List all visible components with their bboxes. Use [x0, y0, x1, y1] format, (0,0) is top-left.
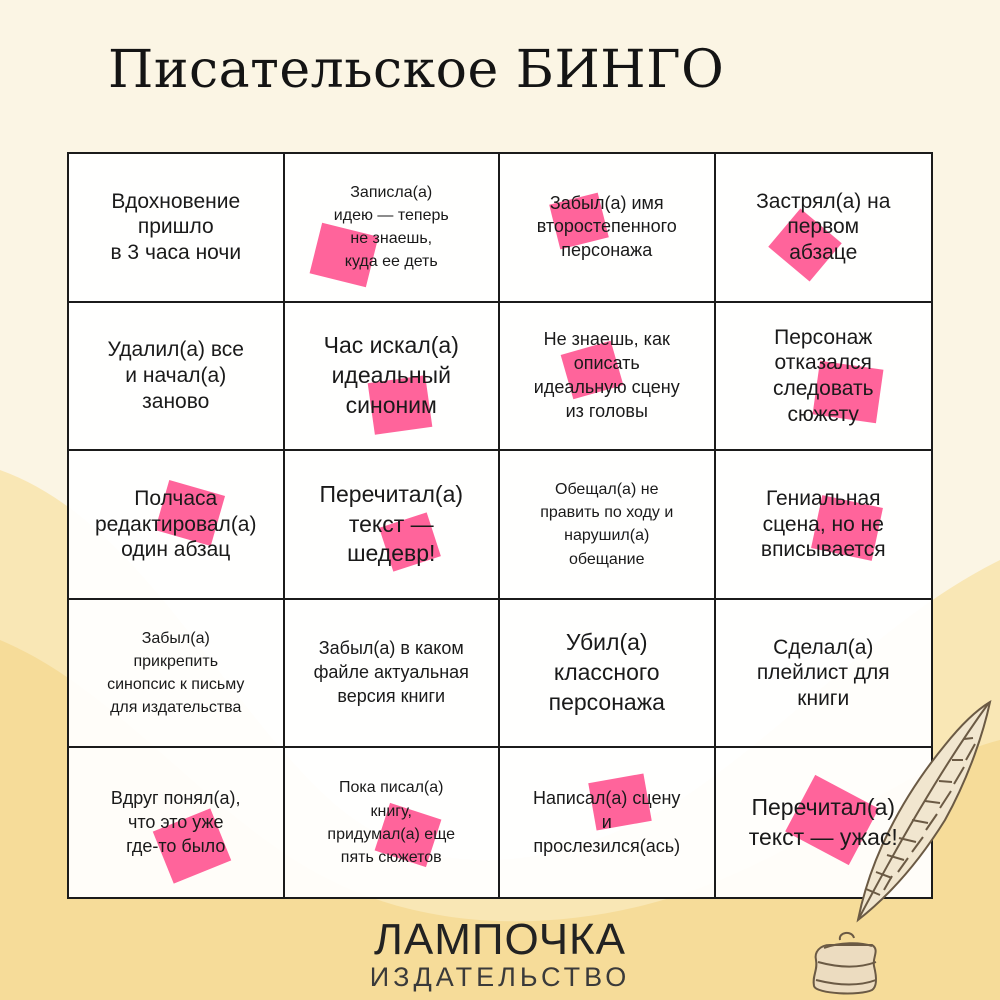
- bingo-cell[interactable]: [716, 303, 932, 452]
- bingo-cell-text: Написал(а) сцену и прослезился(ась): [533, 788, 681, 856]
- bingo-cell-text: Забыл(а) прикрепить синопсис к письму для издательства: [107, 629, 245, 717]
- bingo-cell[interactable]: [285, 451, 501, 600]
- bingo-cell-text: Забыл(а) имя второстепенного персонажа: [536, 192, 677, 261]
- bingo-cell-text: Вдруг понял(а), что это уже где-то было: [110, 788, 241, 856]
- bingo-cell-text: Удалил(а) все и начал(а) заново: [107, 338, 244, 413]
- bingo-cell-text: Застрял(а) на первом абзаце: [756, 189, 891, 265]
- bingo-cell-text: Не знаешь, как описать идеальную сцену из головы: [533, 329, 680, 421]
- bingo-cell-text: Перечитал(а) текст — ужас!: [748, 793, 898, 850]
- bingo-cell[interactable]: [500, 600, 716, 749]
- bingo-cell[interactable]: [500, 748, 716, 897]
- bingo-cell[interactable]: [285, 154, 501, 303]
- bingo-cell[interactable]: [285, 303, 501, 452]
- publisher-logo-name: ЛАМПОЧКА: [373, 915, 627, 964]
- bingo-cell-text: Убил(а) классного персонажа: [548, 629, 665, 716]
- bingo-cell[interactable]: [285, 748, 501, 897]
- publisher-logo-subtitle: ИЗДАТЕЛЬСТВО: [369, 962, 631, 992]
- bingo-cell[interactable]: [69, 154, 285, 303]
- bingo-cell[interactable]: [69, 303, 285, 452]
- page-title: Писательское БИНГО: [108, 40, 725, 100]
- bingo-cell[interactable]: [285, 600, 501, 749]
- bingo-cell[interactable]: [69, 600, 285, 749]
- bingo-cell[interactable]: [716, 154, 932, 303]
- bingo-cell[interactable]: [716, 451, 932, 600]
- bingo-cell[interactable]: [69, 451, 285, 600]
- bingo-cell-text: Обещал(а) не править по ходу и нарушил(а) обещание: [540, 481, 674, 568]
- bingo-cell-text: Час искал(а) идеальный синоним: [323, 332, 459, 418]
- bingo-cell[interactable]: [500, 154, 716, 303]
- bingo-cell-text: Забыл(а) в каком файле актуальная версия книги: [313, 638, 469, 706]
- bingo-cell-text: Гениальная сцена, но не вписывается: [760, 487, 886, 562]
- bingo-cell-text: Перечитал(а) текст — шедевр!: [319, 480, 464, 567]
- bingo-cell-text: Пока писал(а) книгу, придумал(а) еще пять сюжетов: [327, 779, 456, 866]
- bingo-cell-text: Вдохновение пришло в 3 часа ночи: [110, 189, 242, 265]
- bingo-cell[interactable]: [69, 748, 285, 897]
- bingo-cell-text: Полчаса редактировал(а) один абзац: [95, 487, 257, 562]
- bingo-cell[interactable]: [500, 303, 716, 452]
- bingo-cell-text: Персонаж отказался следовать сюжету: [772, 325, 874, 426]
- bingo-cell-text: Сделал(а) плейлист для книги: [756, 635, 890, 710]
- bingo-cell-text: Записла(а) идею — теперь не знаешь, куда ее деть: [333, 183, 449, 271]
- bingo-cell[interactable]: [500, 451, 716, 600]
